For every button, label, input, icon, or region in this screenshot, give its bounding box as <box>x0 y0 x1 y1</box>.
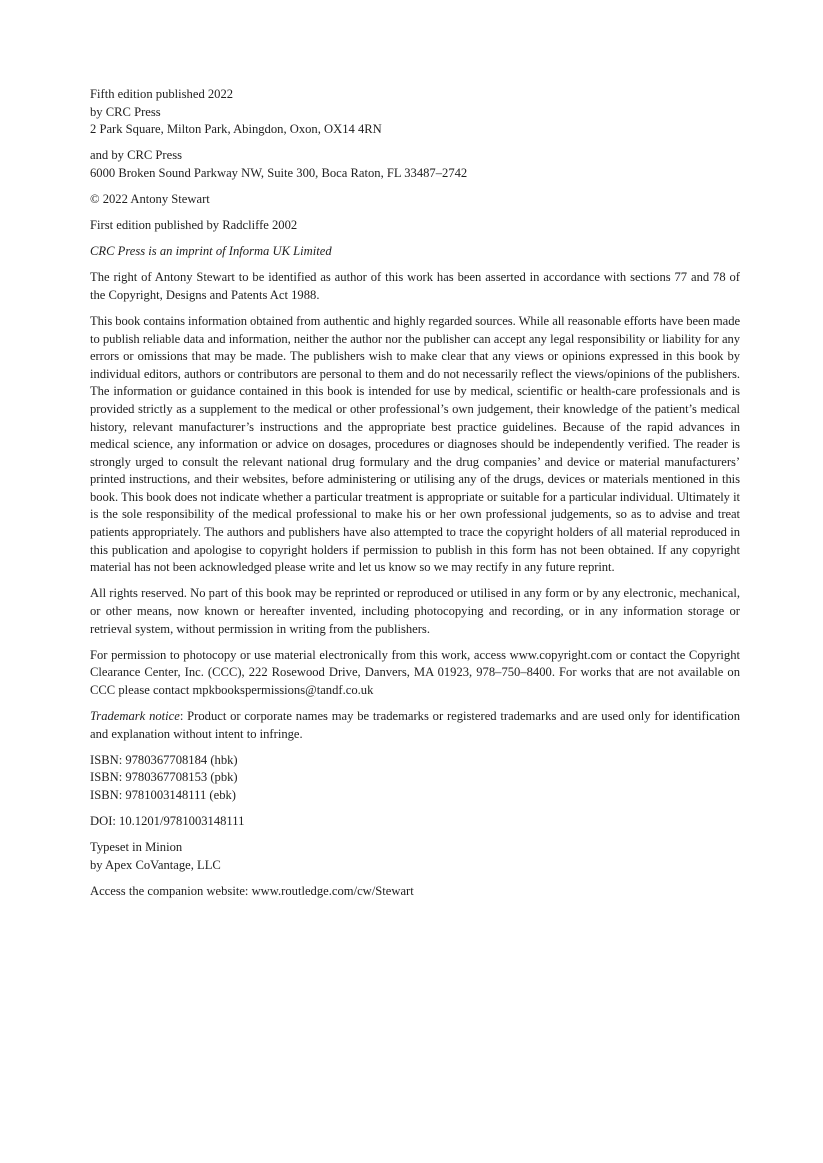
typeset-info <box>90 839 740 874</box>
publisher-line: by CRC Press <box>90 104 161 119</box>
disclaimer-paragraph: This book contains information obtained from authentic and highly regarded sources. While all reasonable efforts have been made to publish reliable data and information, neither the author nor the publisher can accept any legal responsibility or liability for any errors or omissions that may be made. The publishers wish to make clear that any views or opinions expressed in this book by individual editors, authors or contributors are personal to them and do not necessarily reflect the views/opinions of the publishers. The information or guidance contained in this book is intended for use by medical, scientific or health-care professionals and is provided strictly as a supplement to the medical or other professional’s own judgement, their knowledge of the patient’s medical history, relevant manufacturer’s instructions and the appropriate best practice guidelines. Because of the rapid advances in medical science, any information or advice on dosages, procedures or diagnoses should be independently verified. The reader is strongly urged to consult the relevant national drug formulary and the drug companies’ and device or material manufacturers’ printed instructions, and their websites, before administering or utilising any of the drugs, devices or materials mentioned in this book. This book does not indicate whether a particular treatment is appropriate or suitable for a particular individual. Ultimately it is the sole responsibility of the medical professional to make his or her own professional judgements, so as to advise and treat patients appropriately. The authors and publishers have also attempted to trace the copyright holders of all material reproduced in this publication and apologise to copyright holders if permission to publish in this form has not been obtained. If any copyright material has not been acknowledged please write and let us know so we may rectify in any future reprint. <box>90 313 740 575</box>
us-publisher-info <box>90 147 740 182</box>
trademark-paragraph <box>90 708 740 743</box>
doi-line: DOI: 10.1201/9781003148111 <box>90 813 245 828</box>
permission-paragraph: For permission to photocopy or use material electronically from this work, access www.copyright.com or contact the Copyright Clearance Center, Inc. (CCC), 222 Rosewood Drive, Danvers, MA 01923, 978–750–8400. For works that are not available on CCC please contact mpkbookspermissions@tandf.co.uk <box>90 647 740 697</box>
companion-website: Access the companion website: www.routledge.com/cw/Stewart <box>90 883 414 898</box>
isbn-list <box>90 752 740 805</box>
us-publisher-line: and by CRC Press <box>90 148 183 163</box>
publisher-address: 2 Park Square, Milton Park, Abingdon, Oxon, OX14 4RN <box>90 122 382 137</box>
isbn-hbk: ISBN: 9780367708184 (hbk) <box>90 752 238 767</box>
copyright-page <box>90 86 740 909</box>
edition-line: Fifth edition published 2022 <box>90 87 234 101</box>
typeset-by: by Apex CoVantage, LLC <box>90 857 221 872</box>
first-edition-notice: First edition published by Radcliffe 2002 <box>90 218 298 233</box>
isbn-ebk: ISBN: 9781003148111 (ebk) <box>90 787 236 802</box>
isbn-pbk: ISBN: 9780367708153 (pbk) <box>90 770 238 785</box>
imprint-notice: CRC Press is an imprint of Informa UK Limited <box>90 244 332 259</box>
trademark-label: Trademark notice <box>90 708 180 723</box>
copyright-notice: © 2022 Antony Stewart <box>90 191 210 206</box>
us-publisher-address: 6000 Broken Sound Parkway NW, Suite 300, Boca Raton, FL 33487–2742 <box>90 165 468 180</box>
rights-asserted-paragraph: The right of Antony Stewart to be identified as author of this work has been asserted in accordance with sections 77 and 78 of the Copyright, Designs and Patents Act 1988. <box>90 270 740 302</box>
publication-info <box>90 86 740 139</box>
typeset-font: Typeset in Minion <box>90 839 183 854</box>
all-rights-paragraph: All rights reserved. No part of this book may be reprinted or reproduced or utilised in any form or by any electronic, mechanical, or other means, now known or hereafter invented, including photocopying and recording, or in any information storage or retrieval system, without permission in writing from the publishers. <box>90 586 740 636</box>
trademark-text: : Product or corporate names may be trademarks or registered trademarks and are used only for identification and explanation without intent to infringe. <box>90 708 740 741</box>
